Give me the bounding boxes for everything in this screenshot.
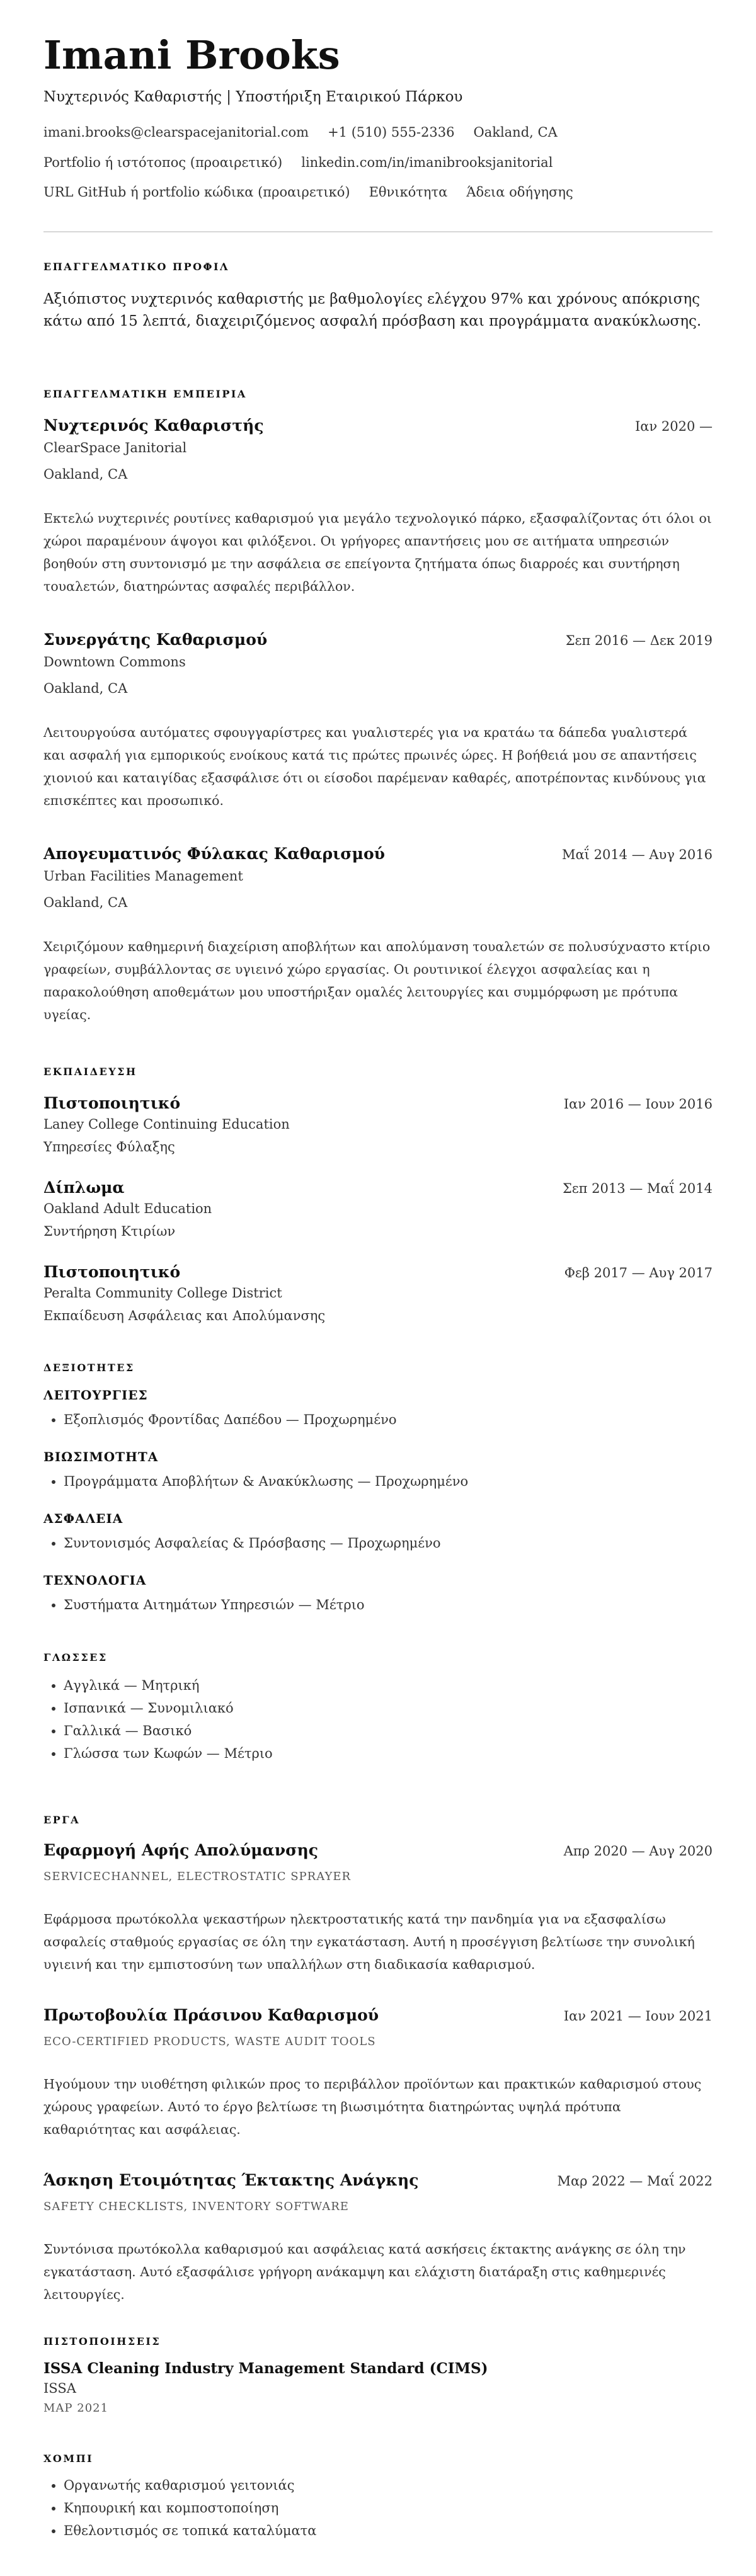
job-title: Απογευματινός Φύλακας Καθαρισμού: [43, 845, 385, 863]
experience-entry: [43, 844, 713, 1026]
job-dates: Ιαν 2020 —: [634, 419, 713, 434]
project-dates: Ιαν 2021 — Ιουν 2021: [563, 2009, 713, 2024]
contact-row-3: [43, 183, 713, 201]
project-entry: [43, 1840, 713, 1976]
language-item: • Γλώσσα των Κωφών — Μέτριο: [64, 1742, 713, 1765]
language-item: • Γαλλικά — Βασικό: [64, 1719, 713, 1742]
job-dates: Σεπ 2016 — Δεκ 2019: [565, 633, 713, 648]
hobby-item: • Κηπουρική και κομποστοποίηση: [64, 2497, 713, 2519]
skill-group: [43, 1449, 713, 1493]
skill-group: [43, 1510, 713, 1554]
degree: Δίπλωμα: [43, 1178, 125, 1197]
portfolio-link[interactable]: Portfolio ή ιστότοπος (προαιρετικό): [43, 155, 283, 170]
project-dates: Μαρ 2022 — Μαΐ 2022: [557, 2174, 713, 2189]
school-name: Peralta Community College District: [43, 1285, 282, 1301]
field-of-study: Συντήρηση Κτιρίων: [43, 1224, 176, 1239]
company-name: ClearSpace Janitorial: [43, 440, 187, 455]
project-entry: [43, 2170, 713, 2306]
contact-row-2: [43, 154, 713, 171]
certification-name: ISSA Cleaning Industry Management Standard (CIMS): [43, 2360, 488, 2377]
profile-heading: ΕΠΑΓΓΕΛΜΑΤΙΚΟ ΠΡΟΦΙΛ: [43, 261, 229, 273]
header-divider: [43, 231, 713, 232]
candidate-title: Νυχτερινός Καθαριστής | Υποστήριξη Εταιρικού Πάρκου: [43, 89, 463, 105]
skill-category: ΤΕΧΝΟΛΟΓΙΑ: [43, 1573, 147, 1588]
language-item: • Ισπανικά — Συνομιλιακό: [64, 1697, 713, 1719]
skill-item: • Συντονισμός Ασφαλείας & Πρόσβασης — Προχωρημένο: [64, 1532, 713, 1554]
candidate-name: Imani Brooks: [43, 32, 340, 78]
project-tech: SAFETY CHECKLISTS, INVENTORY SOFTWARE: [43, 2200, 349, 2213]
company-name: Downtown Commons: [43, 654, 186, 670]
location: Oakland, CA: [473, 125, 558, 140]
certifications-heading: ΠΙΣΤΟΠΟΙΗΣΕΙΣ: [43, 2335, 161, 2347]
experience-heading: ΕΠΑΓΓΕΛΜΑΤΙΚΗ ΕΜΠΕΙΡΙΑ: [43, 388, 247, 400]
job-description: Εκτελώ νυχτερινές ρουτίνες καθαρισμού για μεγάλο τεχνολογικό πάρκο, εξασφαλίζοντας ότι όλοι οι χώροι παραμένουν άψογοι και φιλόξενοι. Οι γρήγορες απαντήσεις μου σε αιτήματα υπηρεσιών βοηθούν στη συντονισμό με την ασφάλεια σε επείγοντα ζητήματα όπως διαρροές και συντήρηση τουαλετών, διατηρώντας ασφαλές περιβάλλον.: [43, 511, 712, 594]
certification-date: ΜΑΡ 2021: [43, 2402, 109, 2415]
project-tech: ECO-CERTIFIED PRODUCTS, WASTE AUDIT TOOLS: [43, 2035, 376, 2048]
skill-item: • Εξοπλισμός Φροντίδας Δαπέδου — Προχωρημένο: [64, 1408, 713, 1431]
skill-category: ΛΕΙΤΟΥΡΓΙΕΣ: [43, 1388, 148, 1403]
hobbies-heading: ΧΟΜΠΙ: [43, 2453, 94, 2465]
skill-group: [43, 1572, 713, 1616]
project-description: Συντόνισα πρωτόκολλα καθαρισμού και ασφάλειας κατά ασκήσεις έκτακτης ανάγκης σε όλη την εγκατάσταση. Αυτό εξασφάλισε γρήγορη ανάκαμψη και ελάχιστη διατάραξη στις καθημερινές λειτουργίες.: [43, 2242, 686, 2302]
project-name: Εφαρμογή Αφής Απολύμανσης: [43, 1841, 318, 1859]
language-item: • Αγγλικά — Μητρική: [64, 1674, 713, 1697]
education-heading: ΕΚΠΑΙΔΕΥΣΗ: [43, 1066, 137, 1078]
profile-summary: Αξιόπιστος νυχτερινός καθαριστής με βαθμολογίες ελέγχου 97% και χρόνους απόκρισης κάτω από 15 λεπτά, διαχειριζόμενος ασφαλή πρόσβαση και προγράμματα ανακύκλωσης.: [43, 291, 702, 329]
job-title: Συνεργάτης Καθαρισμού: [43, 630, 268, 649]
driving-license: Άδεια οδήγησης: [466, 185, 573, 200]
projects-heading: ΕΡΓΑ: [43, 1814, 80, 1826]
certification-entry: [43, 2359, 713, 2416]
certification-issuer: ISSA: [43, 2381, 76, 2396]
project-name: Πρωτοβουλία Πράσινου Καθαρισμού: [43, 2006, 379, 2024]
job-dates: Μαΐ 2014 — Αυγ 2016: [562, 847, 713, 862]
education-dates: Σεπ 2013 — Μαΐ 2014: [562, 1181, 713, 1196]
job-description: Λειτουργούσα αυτόματες σφουγγαρίστρες και γυαλιστερές για να κρατάω τα δάπεδα γυαλιστερά και ασφαλή για εμπορικούς ενοίκους κατά τις πρώτες πρωινές ώρες. Η βοήθειά μου σε απαντήσεις χιονιού και καταιγίδας εξασφάλισε ότι οι είσοδοι παρέμεναν καθαρές, αποτρέποντας κινδύνους για επισκέπτες και προσωπικό.: [43, 725, 706, 808]
skill-category: ΑΣΦΑΛΕΙΑ: [43, 1511, 123, 1526]
skill-item: • Συστήματα Αιτημάτων Υπηρεσιών — Μέτριο: [64, 1593, 713, 1616]
project-name: Άσκηση Ετοιμότητας Έκτακτης Ανάγκης: [43, 2171, 419, 2189]
skills-heading: ΔΕΞΙΟΤΗΤΕΣ: [43, 1362, 135, 1374]
project-description: Ηγούμουν την υιοθέτηση φιλικών προς το περιβάλλον προϊόντων και πρακτικών καθαρισμού στους χώρους γραφείων. Αυτό το έργο βελτίωσε τη βιωσιμότητα διατηρώντας υψηλά πρότυπα καθαριότητας και ασφάλειας.: [43, 2077, 702, 2137]
education-dates: Φεβ 2017 — Αυγ 2017: [564, 1265, 713, 1280]
education-entry: [43, 1262, 713, 1325]
education-dates: Ιαν 2016 — Ιουν 2016: [563, 1097, 713, 1112]
hobby-item: • Οργανωτής καθαρισμού γειτονιάς: [64, 2474, 713, 2497]
field-of-study: Υπηρεσίες Φύλαξης: [43, 1139, 175, 1154]
experience-entry: [43, 416, 713, 598]
job-title: Νυχτερινός Καθαριστής: [43, 416, 264, 435]
skill-item: • Προγράμματα Αποβλήτων & Ανακύκλωσης — Προχωρημένο: [64, 1470, 713, 1493]
github-link[interactable]: URL GitHub ή portfolio κώδικα (προαιρετικό): [43, 185, 350, 200]
school-name: Laney College Continuing Education: [43, 1117, 290, 1132]
job-location: Oakland, CA: [43, 467, 128, 482]
linkedin-link[interactable]: linkedin.com/in/imanibrooksjanitorial: [301, 155, 553, 170]
contact-row-1: [43, 123, 713, 141]
degree: Πιστοποιητικό: [43, 1263, 181, 1281]
project-description: Εφάρμοσα πρωτόκολλα ψεκαστήρων ηλεκτροστατικής κατά την πανδημία για να εξασφαλίσω ασφαλείς σταθμούς εργασίας σε όλη την εγκατάσταση. Αυτή η προσέγγιση βελτίωσε την συνολική υγιεινή και την εμπιστοσύνη των υπαλλήλων στη διαδικασία καθαρισμού.: [43, 1912, 695, 1972]
nationality: Εθνικότητα: [369, 185, 448, 200]
project-entry: [43, 2005, 713, 2141]
hobbies-list: [43, 2474, 713, 2542]
job-location: Oakland, CA: [43, 895, 128, 910]
field-of-study: Εκπαίδευση Ασφάλειας και Απολύμανσης: [43, 1308, 326, 1323]
project-dates: Απρ 2020 — Αυγ 2020: [563, 1844, 713, 1859]
school-name: Oakland Adult Education: [43, 1201, 212, 1216]
skill-group: [43, 1387, 713, 1431]
degree: Πιστοποιητικό: [43, 1094, 181, 1112]
languages-list: [43, 1674, 713, 1765]
skill-category: ΒΙΩΣΙΜΟΤΗΤΑ: [43, 1449, 159, 1464]
languages-heading: ΓΛΩΣΣΕΣ: [43, 1651, 108, 1663]
phone-link[interactable]: +1 (510) 555-2336: [328, 125, 455, 140]
hobby-item: • Εθελοντισμός σε τοπικά καταλύματα: [64, 2519, 713, 2542]
job-location: Oakland, CA: [43, 681, 128, 696]
project-tech: SERVICECHANNEL, ELECTROSTATIC SPRAYER: [43, 1870, 352, 1883]
experience-entry: [43, 630, 713, 812]
job-description: Χειριζόμουν καθημερινή διαχείριση αποβλήτων και απολύμανση τουαλετών σε πολυσύχναστο κτίριο γραφείων, συμβάλλοντας σε υγιεινό χώρο εργασίας. Οι ρουτινικοί έλεγχοι ασφαλείας και η παρακολούθηση αποθεμάτων μου υποστήριξαν ομαλές λειτουργίες και συμμόρφωση με πρότυπα υγείας.: [43, 939, 711, 1022]
education-entry: [43, 1178, 713, 1240]
company-name: Urban Facilities Management: [43, 869, 243, 884]
email-link[interactable]: imani.brooks@clearspacejanitorial.com: [43, 125, 309, 140]
education-entry: [43, 1093, 713, 1156]
